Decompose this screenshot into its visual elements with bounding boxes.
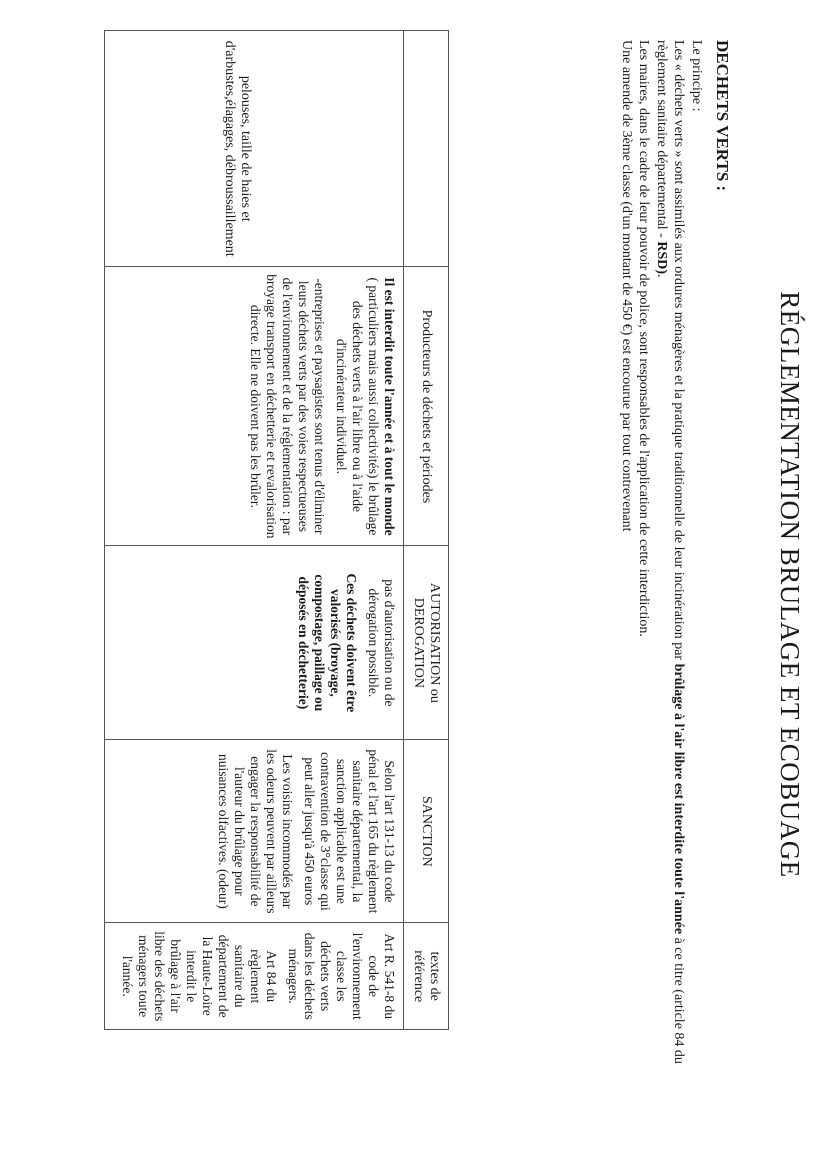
references-cell (105, 923, 404, 1030)
producers-professional: -entreprises et paysagistes sont tenus d'éliminer leurs déchets verts par des voies respectueuses de l'environnement et de la réglementation : par broyage transport en déchetterie et revalorisation directe. Elle ne doivent pas les brûler. (248, 274, 327, 539)
intro-line-2-part: à ce titre (article 84 du règlement sanitaire départemental - (654, 40, 687, 1064)
table-header-row (404, 31, 449, 1030)
intro-line-2-part: . (654, 274, 669, 278)
table-header-references: textes de référence (404, 923, 449, 1030)
sanction-cell (105, 740, 404, 923)
intro-line-2 (653, 40, 688, 1120)
authorisation-none: pas d'autorisation ou de dérogation possible. (366, 579, 397, 707)
sanction-fine: Selon l'art 131-13 du code pénal et l'art 165 du règlement sanitaire départemental, la sanction applicable est une contravention de 3°classe qui peut aller jusqu'à 450 euros (302, 749, 397, 914)
regulation-table (104, 30, 449, 1030)
producers-rule (333, 273, 397, 539)
sanction-neighbours: Les voisins incommodés par les odeurs peuvent par ailleurs engager la responsabilité de l'auteur du brûlage pour nuisances olfactives. (odeur) (216, 749, 295, 914)
table-row (105, 31, 404, 1030)
producers-rule-rest: ( particuliers mais aussi collectivités) le brûlage des déchets verts à l'air libre ou à l'aide d'incinérateur individuel. (334, 277, 381, 536)
intro-line-2-bold: brûlage à l'air libre est interdite toute l'année (671, 663, 687, 935)
intro-line-2-bold: RSD) (654, 241, 669, 275)
page-title: RÉGLEMENTATION BRULAGE ET ECOBUAGE (775, 291, 805, 878)
waste-type-cell: pelouses, taille de haies et d'arbustes,élagages, débroussaillement (105, 31, 404, 267)
intro-line-4: Une amende de 3ème classe (d'un montant de 450 €) est encourue par tout contrevenant (619, 40, 634, 532)
table-header-authorisation: AUTORISATION ou DEROGATION (404, 546, 449, 740)
section-heading: DECHETS VERTS : (713, 40, 732, 192)
intro-line-3: Les maires, dans le cadre de leur pouvoir de police, sont responsables de l'application de cette interdiction. (636, 40, 652, 637)
table-header-sanction: SANCTION (404, 740, 449, 923)
reference-environment-code: Art R. 541-8 du code de l'environnement classe les déchets verts dans les déchets ménagers. (286, 932, 397, 1020)
table-header-empty (404, 31, 449, 267)
intro-line-2-part: Les « déchets verts » sont assimilés aux ordures ménagères et la pratique traditionnelle de leur incinération par (671, 40, 687, 664)
reference-rsd: Art 84 du règlement sanitaire du département de la Haute-Loire interdit le brûlage à l'air libre des déchets ménagers toute l'année. (120, 931, 279, 1022)
authorisation-cell (105, 546, 404, 740)
authorisation-valorisation: Ces déchets doivent être valorisés (broyage, compostage, paillage ou déposés en déchetterie) (296, 573, 359, 713)
intro-text (618, 40, 706, 1120)
intro-line-1: Le principe : (689, 40, 704, 112)
producers-rule-bold: Il est interdit toute l'année et à tout le monde (382, 277, 397, 536)
producers-cell (105, 267, 404, 546)
table-header-producers: Producteurs de déchets et périodes (404, 267, 449, 546)
